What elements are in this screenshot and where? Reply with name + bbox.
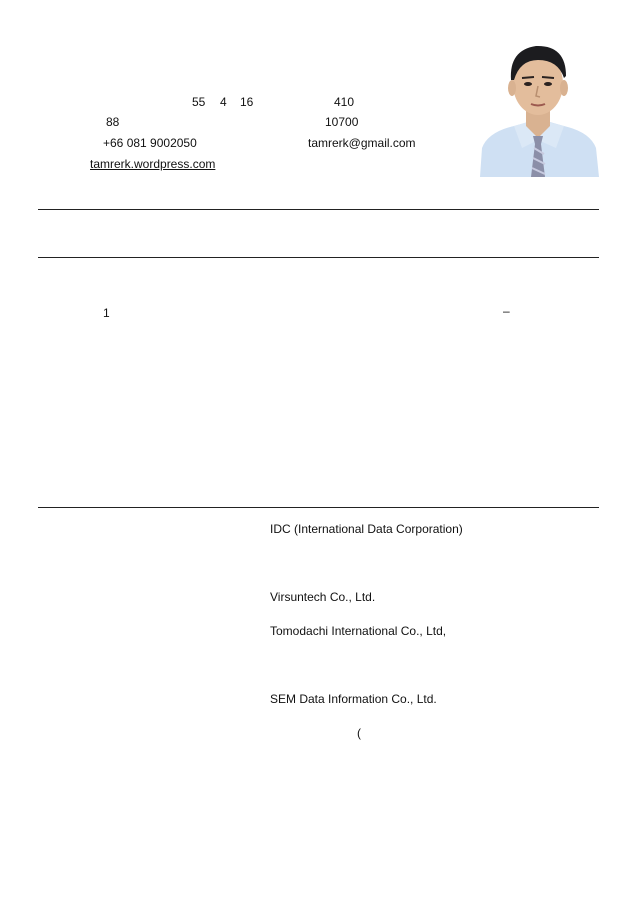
section-divider bbox=[38, 507, 599, 508]
phone-number: +66 081 9002050 bbox=[103, 136, 197, 150]
company-name: SEM Data Information Co., Ltd. bbox=[270, 692, 437, 706]
address-part: 410 bbox=[334, 95, 355, 109]
company-name: Tomodachi International Co., Ltd, bbox=[270, 624, 447, 638]
email-address[interactable]: tamrerk@gmail.com bbox=[308, 136, 416, 150]
company-name: IDC (International Data Corporation) bbox=[270, 522, 463, 536]
address-part: 16 bbox=[240, 95, 254, 109]
section-divider bbox=[38, 257, 599, 258]
company-name: Virsuntech Co., Ltd. bbox=[270, 590, 376, 604]
address-part: 4 bbox=[220, 95, 227, 109]
list-item-number: 1 bbox=[103, 306, 110, 320]
person-portrait-icon bbox=[478, 36, 599, 177]
website-link[interactable]: tamrerk.wordpress.com bbox=[90, 157, 216, 171]
dash-separator: – bbox=[503, 304, 510, 318]
profile-photo bbox=[478, 36, 599, 177]
postal-code: 10700 bbox=[325, 115, 359, 129]
section-divider bbox=[38, 209, 599, 210]
paren-text: ( bbox=[357, 726, 361, 740]
address-part: 55 bbox=[192, 95, 206, 109]
address-part: 88 bbox=[106, 115, 120, 129]
